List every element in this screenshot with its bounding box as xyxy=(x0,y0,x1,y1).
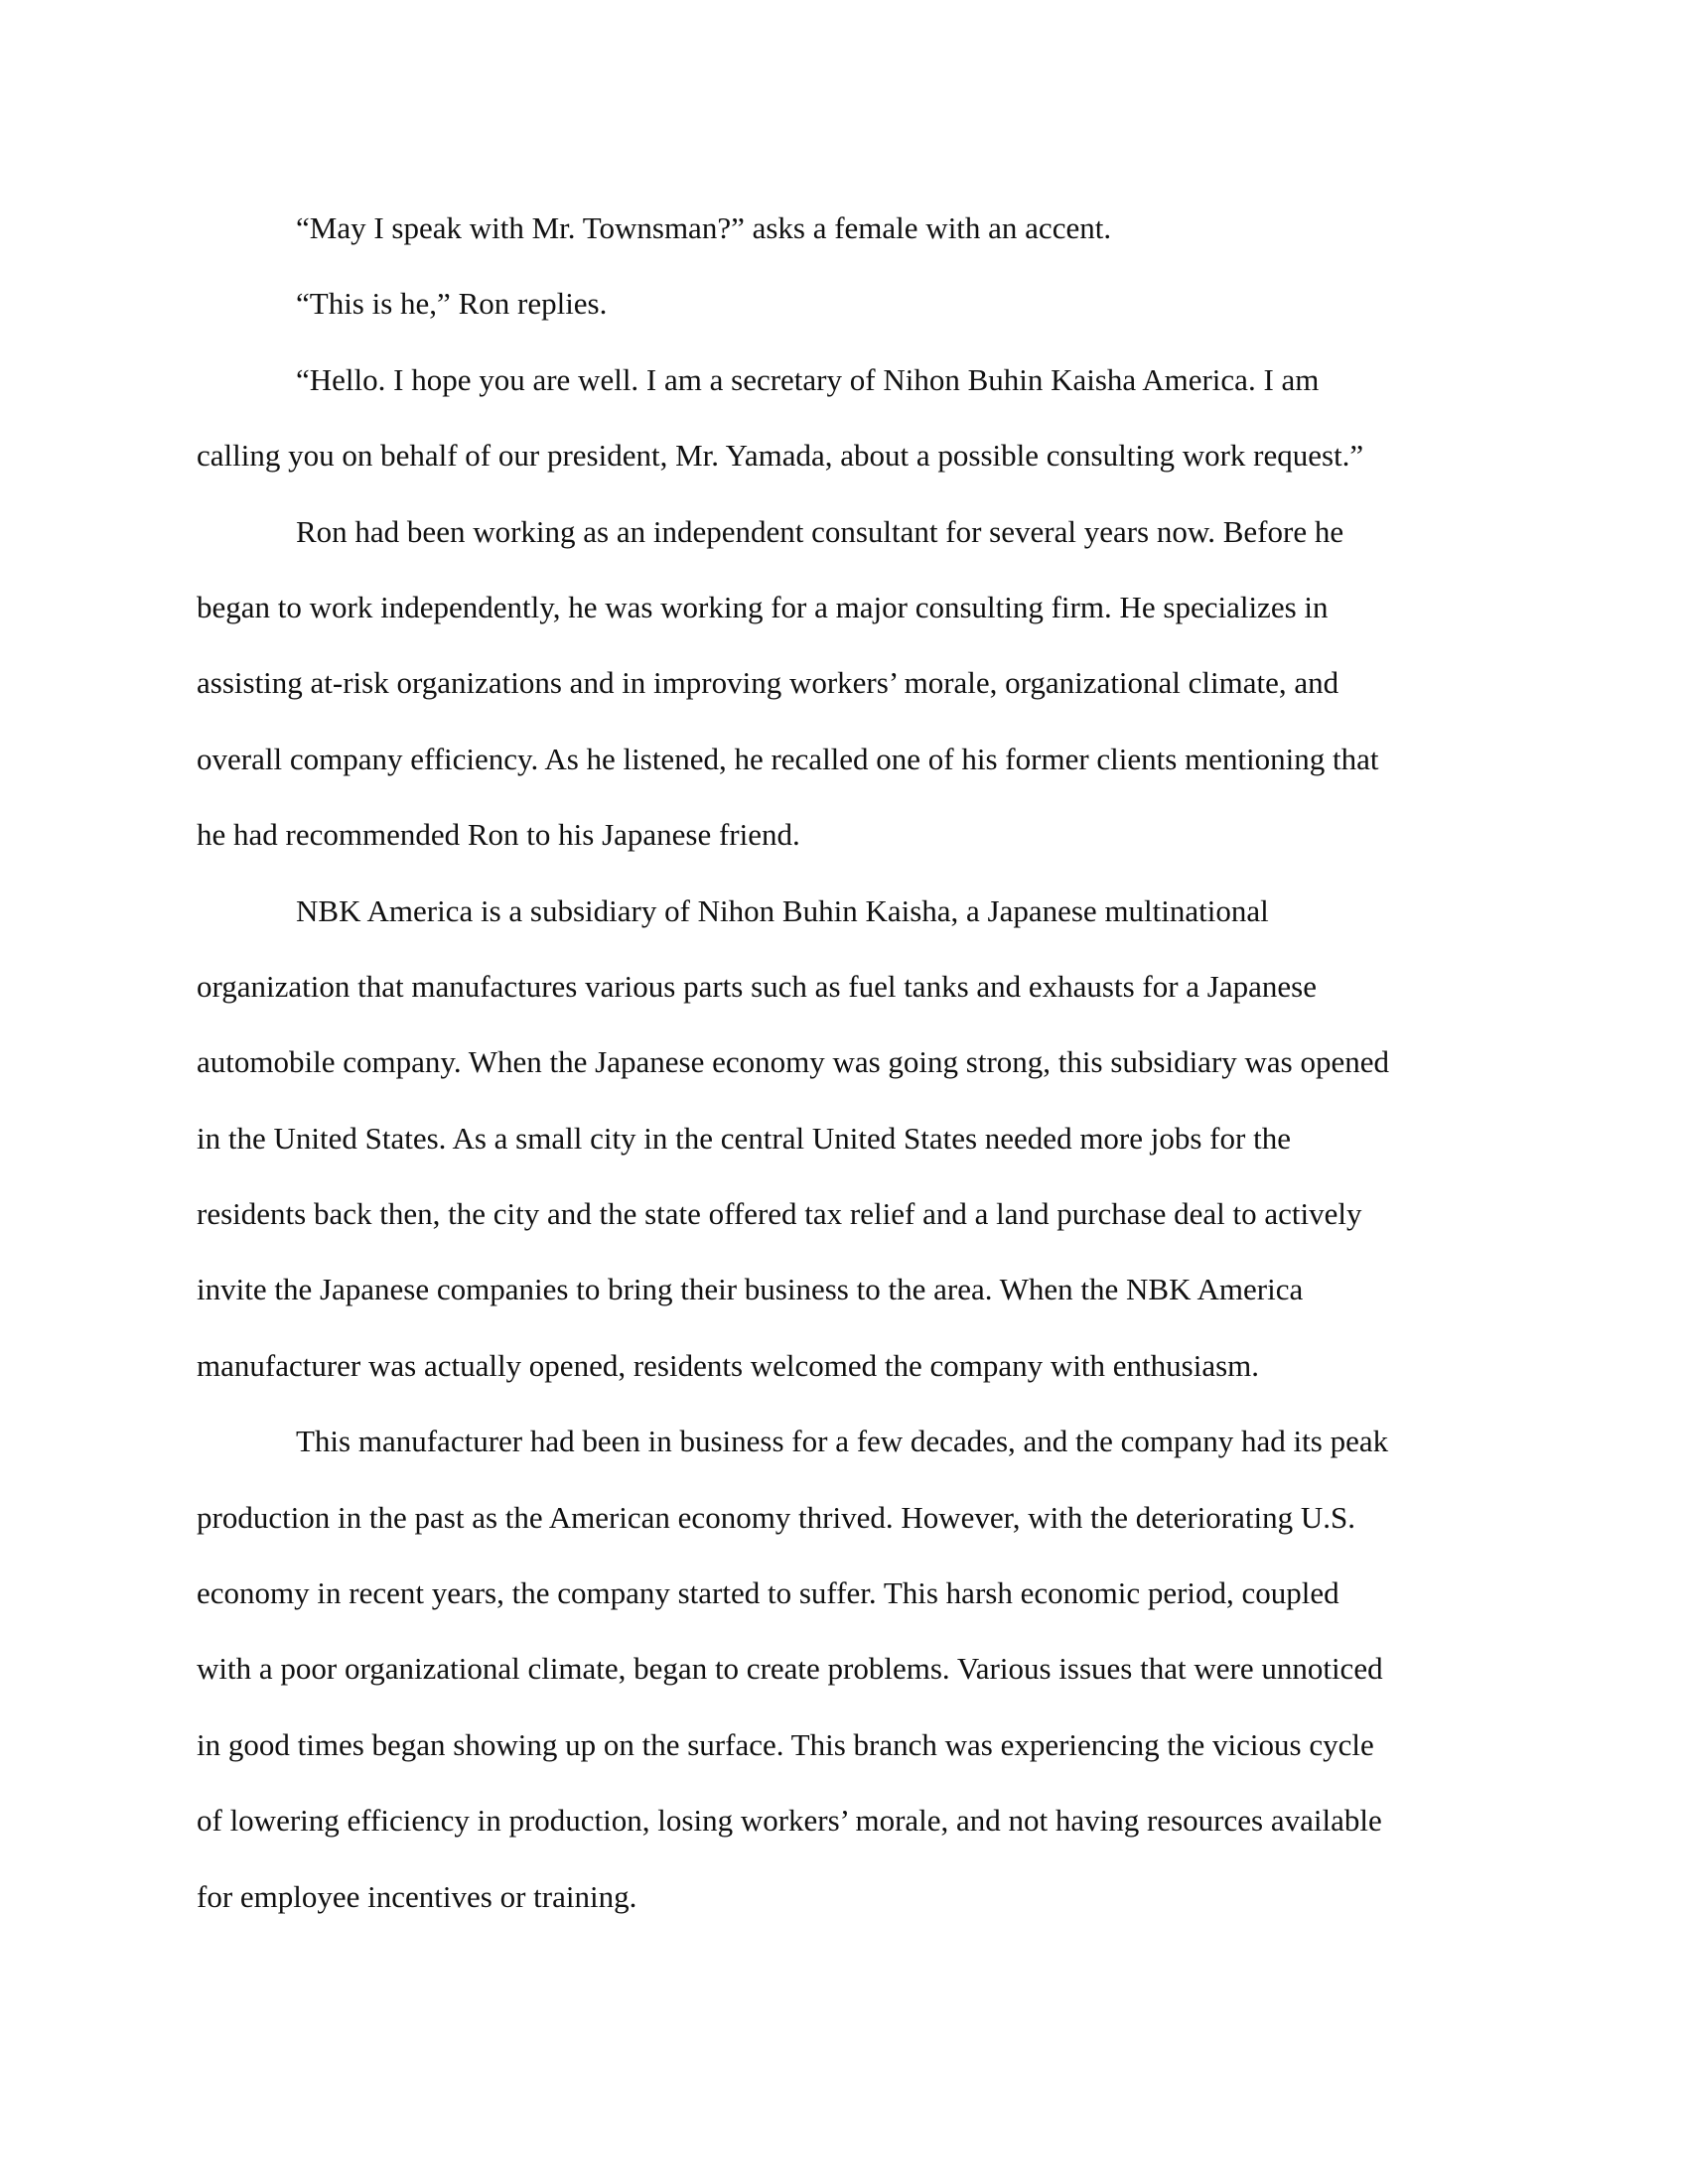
text-line: for employee incentives or training. xyxy=(197,1878,637,1914)
text-line: with a poor organizational climate, began to create problems. Various issues that were unnoticed xyxy=(197,1651,1383,1687)
text-line: residents back then, the city and the state offered tax relief and a land purchase deal to actively xyxy=(197,1196,1362,1232)
text-line: overall company efficiency. As he listened, he recalled one of his former clients mentioning that xyxy=(197,741,1379,776)
text-line: began to work independently, he was working for a major consulting firm. He specializes in xyxy=(197,589,1329,624)
text-line: in the United States. As a small city in the central United States needed more jobs for the xyxy=(197,1120,1291,1156)
text-line: automobile company. When the Japanese economy was going strong, this subsidiary was opened xyxy=(197,1044,1389,1080)
text-line: invite the Japanese companies to bring their business to the area. When the NBK America xyxy=(197,1272,1304,1307)
text-line: organization that manufactures various parts such as fuel tanks and exhausts for a Japanese xyxy=(197,968,1317,1004)
text-line: Ron had been working as an independent consultant for several years now. Before he xyxy=(296,513,1344,549)
text-line: assisting at-risk organizations and in improving workers’ morale, organizational climate, and xyxy=(197,665,1339,701)
text-line: calling you on behalf of our president, Mr. Yamada, about a possible consulting work request.” xyxy=(197,438,1364,474)
text-line: in good times began showing up on the surface. This branch was experiencing the vicious cycle xyxy=(197,1726,1374,1762)
text-line: NBK America is a subsidiary of Nihon Buhin Kaisha, a Japanese multinational xyxy=(296,892,1269,928)
text-line: This manufacturer had been in business for a few decades, and the company had its peak xyxy=(296,1424,1389,1459)
text-line: manufacturer was actually opened, residents welcomed the company with enthusiasm. xyxy=(197,1347,1260,1383)
text-line: “Hello. I hope you are well. I am a secretary of Nihon Buhin Kaisha America. I am xyxy=(296,361,1320,397)
body-text xyxy=(197,191,1491,1935)
text-line: “This is he,” Ron replies. xyxy=(296,286,608,322)
text-line: “May I speak with Mr. Townsman?” asks a female with an accent. xyxy=(296,210,1112,245)
text-line: he had recommended Ron to his Japanese friend. xyxy=(197,817,800,853)
text-line: economy in recent years, the company started to suffer. This harsh economic period, coupled xyxy=(197,1575,1339,1611)
text-line: production in the past as the American economy thrived. However, with the deteriorating U.S. xyxy=(197,1499,1355,1535)
text-line: of lowering efficiency in production, losing workers’ morale, and not having resources available xyxy=(197,1803,1382,1839)
